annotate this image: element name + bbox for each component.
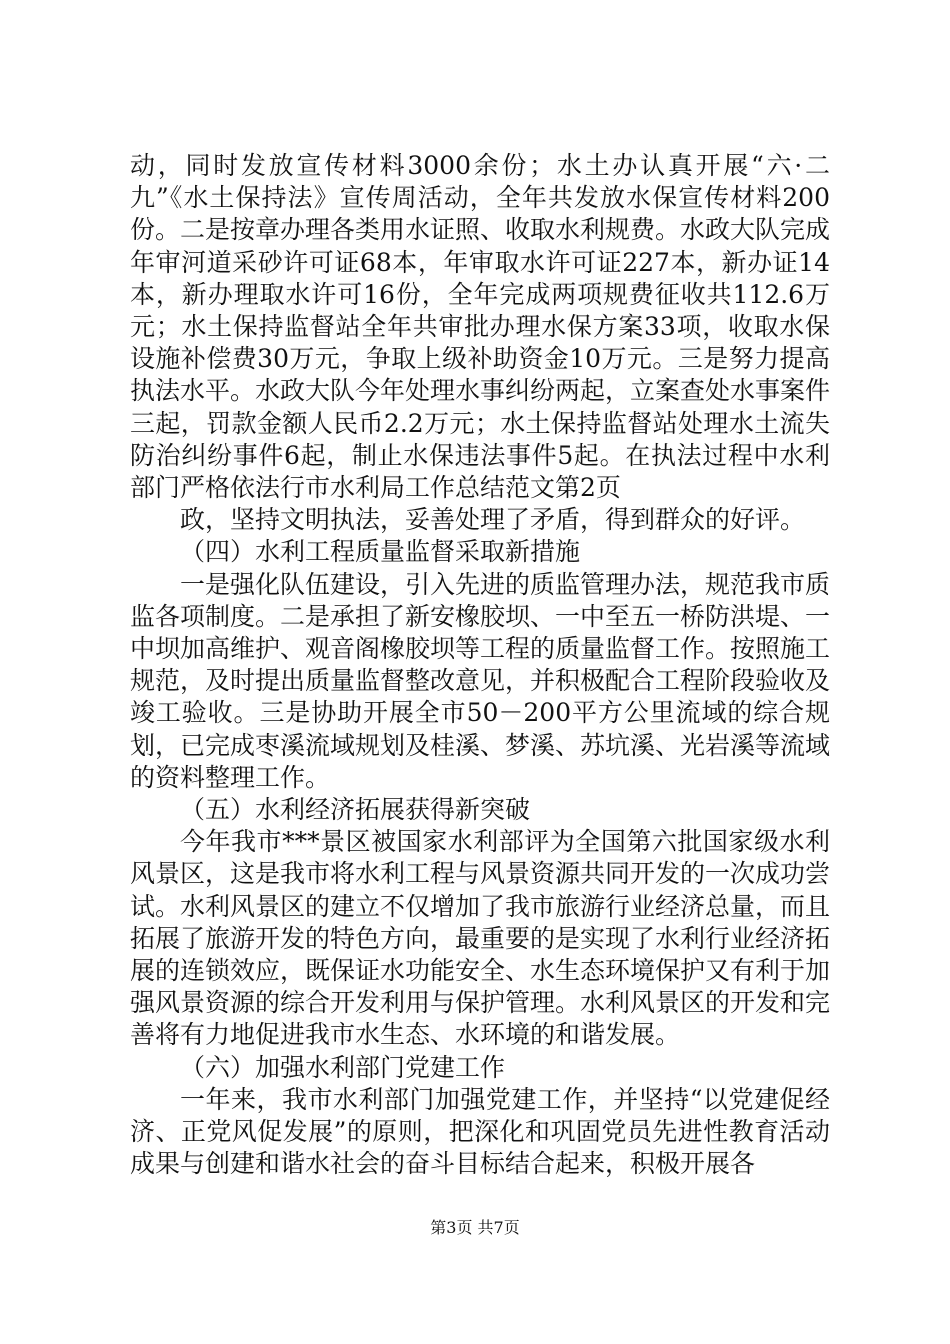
document-body xyxy=(130,150,830,1181)
paragraph-civil-enforcement: 政，坚持文明执法，妥善处理了矛盾，得到群众的好评。 xyxy=(180,505,806,535)
paragraph-quality-supervision: 一是强化队伍建设，引入先进的质监管理办法，规范我市质监各项制度。二是承担了新安橡胶坝、一中至五一桥防洪堤、一中坝加高维护、观音阁橡胶坝等工程的质量监督工作。按照施工规范，及时提出质量监督整改意见，并积极配合工程阶段验收及竣工验收。三是协助开展全市50－200平方公里流域的综合规划，已完成枣溪流域规划及桂溪、梦溪、苏坑溪、光岩溪等流域的资料整理工作。 xyxy=(130,569,831,792)
section-heading-party-building: （六）加强水利部门党建工作 xyxy=(180,1052,506,1082)
section-heading-quality-supervision: （四）水利工程质量监督采取新措施 xyxy=(180,537,581,567)
paragraph-party-building: 一年来，我市水利部门加强党建工作，并坚持“以党建促经济、正党风促发展”的原则，把深化和巩固党员先进性教育活动成果与创建和谐水社会的奋斗目标结合起来，积极开展各 xyxy=(130,1084,830,1179)
page-number-footer: 第3页 共7页 xyxy=(430,1218,520,1237)
paragraph-enforcement: 动，同时发放宣传材料3000余份；水土办认真开展“六·二九”《水土保持法》宣传周活动，全年共发放水保宣传材料200份。二是按章办理各类用水证照、收取水利规费。水政大队完成年审河道采砂许可证68本，年审取水许可证227本，新办证14本，新办理取水许可16份，全年完成两项规费征收共112.6万元；水土保持监督站全年共审批办理水保方案33项，收取水保设施补偿费30万元，争取上级补助资金10万元。三是努力提高执法水平。水政大队今年处理水事纠纷两起，立案查处水事案件三起，罚款金额人民币2.2万元；水土保持监督站处理水土流失防治纠纷事件6起，制止水保违法事件5起。在执法过程中水利部门严格依法行市水利局工作总结范文第2页 xyxy=(130,151,831,503)
paragraph-water-economy: 今年我市***景区被国家水利部评为全国第六批国家级水利风景区，这是我市将水利工程与风景资源共同开发的一次成功尝试。水利风景区的建立不仅增加了我市旅游行业经济总量，而且拓展了旅游开发的特色方向，最重要的是实现了水利行业经济拓展的连锁效应，既保证水功能安全、水生态环境保护又有利于加强风景资源的综合开发利用与保护管理。水利风景区的开发和完善将有力地促进我市水生态、水环境的和谐发展。 xyxy=(130,827,831,1050)
section-heading-water-economy: （五）水利经济拓展获得新突破 xyxy=(180,795,531,825)
